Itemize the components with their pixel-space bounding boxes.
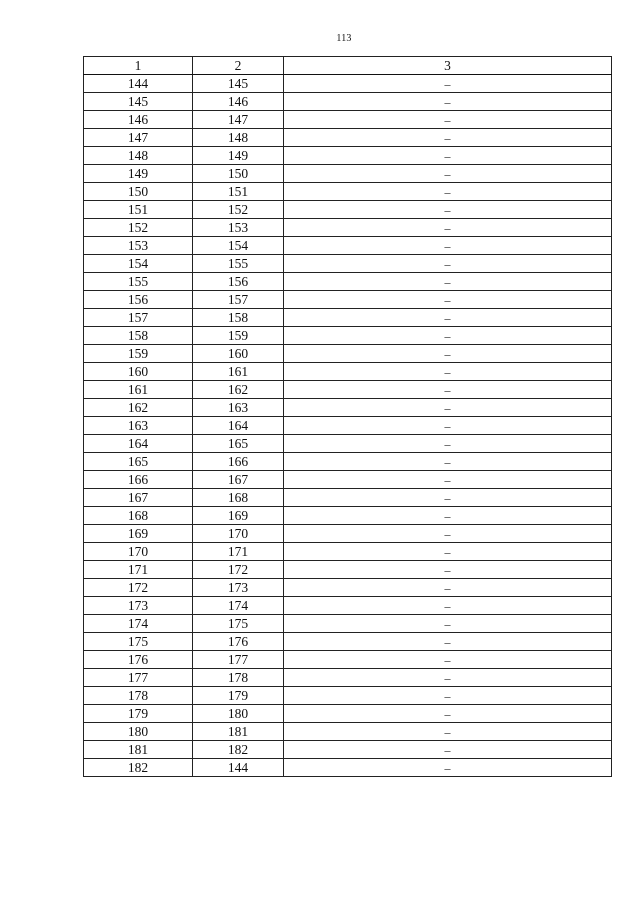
table-row bbox=[84, 129, 612, 147]
table-header-row bbox=[84, 57, 612, 75]
table-cell-col-3: – bbox=[284, 237, 612, 255]
table-cell-col-1: 147 bbox=[84, 129, 193, 147]
table-cell-col-2: 159 bbox=[193, 327, 284, 345]
table-cell-col-2: 176 bbox=[193, 633, 284, 651]
table-cell-col-3: – bbox=[284, 183, 612, 201]
table-row bbox=[84, 147, 612, 165]
table-cell-col-2: 155 bbox=[193, 255, 284, 273]
table-row bbox=[84, 183, 612, 201]
table-cell-col-2: 161 bbox=[193, 363, 284, 381]
table-row bbox=[84, 651, 612, 669]
table-cell-col-3: – bbox=[284, 489, 612, 507]
table-cell-col-3: – bbox=[284, 255, 612, 273]
table-row bbox=[84, 687, 612, 705]
table-row bbox=[84, 633, 612, 651]
table-cell-col-2: 172 bbox=[193, 561, 284, 579]
table-cell-col-2: 165 bbox=[193, 435, 284, 453]
table-cell-col-2: 148 bbox=[193, 129, 284, 147]
table-cell-col-3: – bbox=[284, 723, 612, 741]
table-cell-col-1: 171 bbox=[84, 561, 193, 579]
table-cell-col-2: 145 bbox=[193, 75, 284, 93]
table-row bbox=[84, 579, 612, 597]
table-row bbox=[84, 309, 612, 327]
table-cell-col-1: 165 bbox=[84, 453, 193, 471]
table-cell-col-1: 152 bbox=[84, 219, 193, 237]
table-cell-col-1: 174 bbox=[84, 615, 193, 633]
table-cell-col-2: 171 bbox=[193, 543, 284, 561]
table-cell-col-2: 178 bbox=[193, 669, 284, 687]
table-row bbox=[84, 615, 612, 633]
table-cell-col-3: – bbox=[284, 561, 612, 579]
table-cell-col-3: – bbox=[284, 759, 612, 777]
table-cell-col-2: 167 bbox=[193, 471, 284, 489]
table-cell-col-2: 162 bbox=[193, 381, 284, 399]
table-cell-col-3: – bbox=[284, 309, 612, 327]
table-cell-col-3: – bbox=[284, 597, 612, 615]
table-cell-col-2: 158 bbox=[193, 309, 284, 327]
table-row bbox=[84, 291, 612, 309]
table-cell-col-3: – bbox=[284, 687, 612, 705]
table-row bbox=[84, 219, 612, 237]
table-cell-col-3: – bbox=[284, 471, 612, 489]
table-cell-col-3: – bbox=[284, 705, 612, 723]
column-header-2: 2 bbox=[193, 57, 284, 75]
table-cell-col-1: 180 bbox=[84, 723, 193, 741]
table-cell-col-1: 172 bbox=[84, 579, 193, 597]
table-row bbox=[84, 273, 612, 291]
table-row bbox=[84, 75, 612, 93]
table-cell-col-2: 179 bbox=[193, 687, 284, 705]
page-number: 113 bbox=[336, 33, 352, 44]
table-cell-col-3: – bbox=[284, 147, 612, 165]
table-cell-col-2: 180 bbox=[193, 705, 284, 723]
table-header bbox=[84, 57, 612, 75]
table-row bbox=[84, 345, 612, 363]
table-cell-col-3: – bbox=[284, 453, 612, 471]
table-row bbox=[84, 723, 612, 741]
table-cell-col-1: 151 bbox=[84, 201, 193, 219]
table-cell-col-1: 168 bbox=[84, 507, 193, 525]
table-cell-col-1: 146 bbox=[84, 111, 193, 129]
table-row bbox=[84, 363, 612, 381]
table-row bbox=[84, 399, 612, 417]
table-cell-col-2: 170 bbox=[193, 525, 284, 543]
table-cell-col-3: – bbox=[284, 129, 612, 147]
table-cell-col-1: 181 bbox=[84, 741, 193, 759]
table-row bbox=[84, 561, 612, 579]
table-cell-col-3: – bbox=[284, 381, 612, 399]
table-cell-col-1: 148 bbox=[84, 147, 193, 165]
table-cell-col-3: – bbox=[284, 165, 612, 183]
table-cell-col-2: 147 bbox=[193, 111, 284, 129]
table-cell-col-1: 164 bbox=[84, 435, 193, 453]
table-row bbox=[84, 705, 612, 723]
table-cell-col-1: 159 bbox=[84, 345, 193, 363]
table-row bbox=[84, 489, 612, 507]
table-row bbox=[84, 327, 612, 345]
table-row bbox=[84, 597, 612, 615]
table-cell-col-3: – bbox=[284, 525, 612, 543]
table-cell-col-1: 167 bbox=[84, 489, 193, 507]
table-cell-col-1: 153 bbox=[84, 237, 193, 255]
table-row bbox=[84, 669, 612, 687]
table-cell-col-3: – bbox=[284, 543, 612, 561]
table-cell-col-3: – bbox=[284, 363, 612, 381]
table-cell-col-3: – bbox=[284, 633, 612, 651]
table-row bbox=[84, 93, 612, 111]
table-cell-col-2: 146 bbox=[193, 93, 284, 111]
table-cell-col-2: 144 bbox=[193, 759, 284, 777]
table-cell-col-1: 179 bbox=[84, 705, 193, 723]
table-row bbox=[84, 507, 612, 525]
table-cell-col-1: 150 bbox=[84, 183, 193, 201]
table-cell-col-3: – bbox=[284, 291, 612, 309]
table-cell-col-2: 149 bbox=[193, 147, 284, 165]
table-cell-col-3: – bbox=[284, 111, 612, 129]
table-cell-col-3: – bbox=[284, 579, 612, 597]
table-cell-col-3: – bbox=[284, 615, 612, 633]
table-row bbox=[84, 165, 612, 183]
table-cell-col-2: 175 bbox=[193, 615, 284, 633]
table-cell-col-1: 161 bbox=[84, 381, 193, 399]
table-cell-col-3: – bbox=[284, 669, 612, 687]
table-cell-col-2: 166 bbox=[193, 453, 284, 471]
table-row bbox=[84, 543, 612, 561]
table-cell-col-1: 173 bbox=[84, 597, 193, 615]
data-table bbox=[83, 56, 612, 777]
table-cell-col-2: 177 bbox=[193, 651, 284, 669]
table-cell-col-1: 158 bbox=[84, 327, 193, 345]
table-body bbox=[84, 75, 612, 777]
table-cell-col-2: 182 bbox=[193, 741, 284, 759]
table-cell-col-2: 168 bbox=[193, 489, 284, 507]
table-cell-col-1: 177 bbox=[84, 669, 193, 687]
table-cell-col-3: – bbox=[284, 345, 612, 363]
table-cell-col-2: 164 bbox=[193, 417, 284, 435]
table-cell-col-2: 153 bbox=[193, 219, 284, 237]
table-cell-col-3: – bbox=[284, 201, 612, 219]
table-cell-col-3: – bbox=[284, 219, 612, 237]
table-cell-col-3: – bbox=[284, 399, 612, 417]
column-header-1: 1 bbox=[84, 57, 193, 75]
table-row bbox=[84, 471, 612, 489]
table-row bbox=[84, 255, 612, 273]
table-cell-col-2: 174 bbox=[193, 597, 284, 615]
table-row bbox=[84, 381, 612, 399]
table-cell-col-1: 182 bbox=[84, 759, 193, 777]
table-row bbox=[84, 201, 612, 219]
table-cell-col-2: 152 bbox=[193, 201, 284, 219]
table-row bbox=[84, 759, 612, 777]
table-cell-col-3: – bbox=[284, 93, 612, 111]
table-cell-col-3: – bbox=[284, 435, 612, 453]
table-cell-col-2: 151 bbox=[193, 183, 284, 201]
table-cell-col-2: 154 bbox=[193, 237, 284, 255]
table-cell-col-1: 155 bbox=[84, 273, 193, 291]
table-cell-col-1: 145 bbox=[84, 93, 193, 111]
table-row bbox=[84, 435, 612, 453]
table-cell-col-1: 170 bbox=[84, 543, 193, 561]
table-row bbox=[84, 741, 612, 759]
table-cell-col-3: – bbox=[284, 417, 612, 435]
table-cell-col-1: 144 bbox=[84, 75, 193, 93]
table-cell-col-1: 156 bbox=[84, 291, 193, 309]
table-cell-col-3: – bbox=[284, 273, 612, 291]
table-cell-col-1: 163 bbox=[84, 417, 193, 435]
table-cell-col-3: – bbox=[284, 75, 612, 93]
table-cell-col-1: 175 bbox=[84, 633, 193, 651]
table-row bbox=[84, 453, 612, 471]
table-cell-col-1: 178 bbox=[84, 687, 193, 705]
table-cell-col-1: 176 bbox=[84, 651, 193, 669]
column-header-3: 3 bbox=[284, 57, 612, 75]
table-cell-col-2: 157 bbox=[193, 291, 284, 309]
table-cell-col-2: 156 bbox=[193, 273, 284, 291]
table-cell-col-1: 149 bbox=[84, 165, 193, 183]
table-cell-col-1: 154 bbox=[84, 255, 193, 273]
table-cell-col-1: 169 bbox=[84, 525, 193, 543]
table-row bbox=[84, 525, 612, 543]
table-cell-col-2: 181 bbox=[193, 723, 284, 741]
table-cell-col-2: 169 bbox=[193, 507, 284, 525]
table-row bbox=[84, 237, 612, 255]
table-cell-col-3: – bbox=[284, 507, 612, 525]
table-cell-col-3: – bbox=[284, 651, 612, 669]
table-cell-col-3: – bbox=[284, 327, 612, 345]
table-row bbox=[84, 111, 612, 129]
table-cell-col-1: 157 bbox=[84, 309, 193, 327]
table-row bbox=[84, 417, 612, 435]
table-cell-col-2: 160 bbox=[193, 345, 284, 363]
table-cell-col-1: 166 bbox=[84, 471, 193, 489]
table-cell-col-1: 162 bbox=[84, 399, 193, 417]
table-cell-col-2: 150 bbox=[193, 165, 284, 183]
table-cell-col-2: 173 bbox=[193, 579, 284, 597]
table-cell-col-3: – bbox=[284, 741, 612, 759]
table-cell-col-2: 163 bbox=[193, 399, 284, 417]
table-cell-col-1: 160 bbox=[84, 363, 193, 381]
